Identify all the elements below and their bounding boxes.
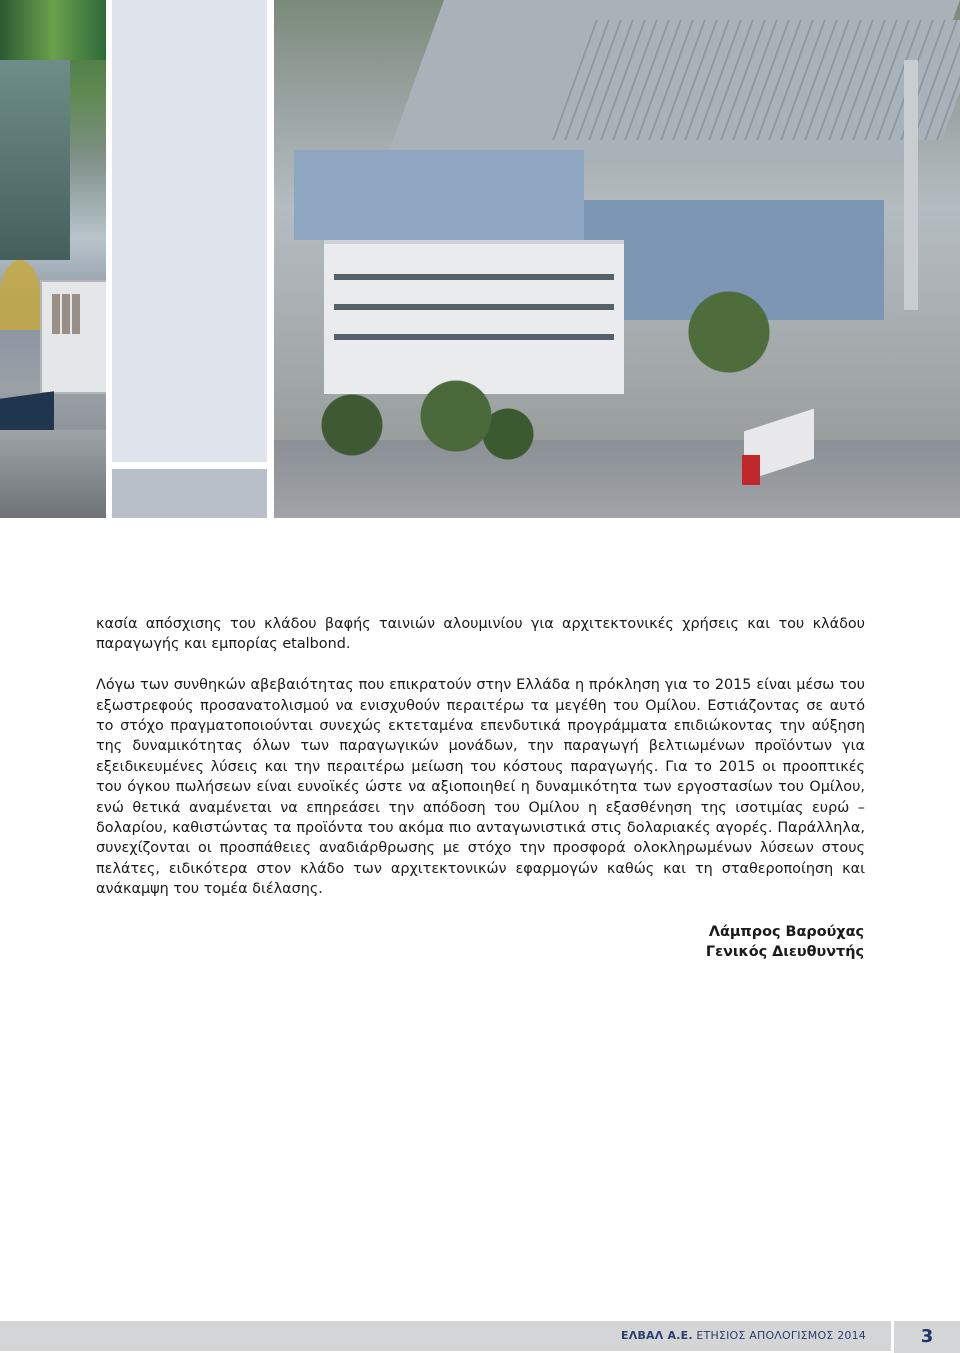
footer-label (600, 1321, 866, 1351)
header-photo-strip (0, 0, 960, 520)
factory-aerial-photo (274, 0, 960, 518)
paragraph-1: κασία απόσχισης του κλάδου βαφής ταινιών αλουμινίου για αρχιτεκτονικές χρήσεις και του κλάδου παραγωγής και εμπορίας etalbond. (96, 616, 865, 653)
paragraph-2: Λόγω των συνθηκών αβεβαιότητας που επικρατούν στην Ελλάδα η πρόκληση για το 2015 είναι μέσω του εξωστρεφούς προσανατολισμού να ενισχυθούν περαιτέρω τα μεγέθη του Ομίλου. Εστιάζοντας σε αυτό το στόχο πραγματοποιούνται συνεχώς εκτεταμένα επενδυτικά προγράμματα επιδιώκοντας την αύξηση της δυναμικότητας όλων των παραγωγικών μονάδων, την παραγωγή βελτιωμένων προϊόντων για εξειδικευμένες λύσεις και την περαιτέρω μείωση του κόστους παραγωγής. Για το 2015 οι προοπτικές του όγκου πωλήσεων είναι ευνοϊκές ώστε να αξιοποιηθεί η δυναμικότητα των εργοστασίων του Ομίλου, ενώ θετικά αναμένεται να επηρεάσει την απόδοση του Ομίλου η εξασθένηση της ισοτιμίας ευρώ – δολαρίου, καθιστώντας τα προϊόντα του ακόμα πιο ανταγωνιστικά στις δολαριακές αγορές. Παράλληλα, συνεχίζονται οι προσπάθειες αναδιάρθρωσης με στόχο την προσφορά ολοκληρωμένων λύσεων στους πελάτες, ειδικότερα στον κλάδο των αρχιτεκτονικών εφαρμογών καθώς και τη σταθεροποίηση και ανάκαμψη του τομέα διέλασης. (96, 677, 865, 898)
footer-brand: ΕΛΒΑΛ Α.Ε. (621, 1329, 693, 1342)
page-number: 3 (920, 1326, 934, 1347)
signatory-title: Γενικός Διευθυντής (705, 944, 864, 961)
equipment-photo (0, 0, 106, 518)
footer-report: ΕΤΗΣΙΟΣ ΑΠΟΛΟΓΙΣΜΟΣ 2014 (696, 1329, 866, 1342)
signature-block (706, 922, 864, 963)
decorative-block-large (112, 0, 267, 462)
signatory-name: Λάμπρος Βαρούχας (708, 924, 864, 940)
decorative-block-small (112, 469, 267, 518)
body-text (96, 614, 865, 900)
